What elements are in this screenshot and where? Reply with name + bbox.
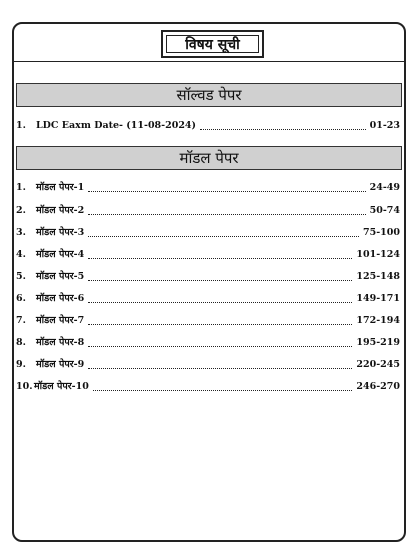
toc-entry-model-10[interactable]	[16, 379, 400, 393]
dot-leader	[88, 190, 365, 192]
entry-label: मॉडल पेपर-4	[36, 249, 85, 260]
dot-leader	[88, 323, 352, 325]
entry-number: 3.	[16, 227, 26, 238]
toc-entry-model-4[interactable]	[16, 247, 400, 261]
page-title: विषय सूची	[185, 36, 240, 53]
toc-entry-model-5[interactable]	[16, 269, 400, 283]
entry-label: मॉडल पेपर-5	[36, 271, 85, 282]
entry-number: 1.	[16, 120, 26, 131]
entry-pages: 220-245	[356, 359, 400, 370]
entry-pages: 01-23	[369, 120, 400, 131]
entry-label: मॉडल पेपर-10	[34, 381, 89, 392]
entry-number: 2.	[16, 205, 26, 216]
dot-leader	[88, 235, 359, 237]
dot-leader	[88, 279, 352, 281]
toc-entry-model-2[interactable]	[16, 203, 400, 217]
entry-number: 1.	[16, 182, 26, 193]
dot-leader	[93, 389, 353, 391]
section-heading-model: मॉडल पेपर	[16, 146, 402, 170]
entry-label: मॉडल पेपर-9	[36, 359, 85, 370]
toc-entry-model-1[interactable]	[16, 180, 400, 194]
header-divider	[12, 61, 406, 62]
dot-leader	[88, 367, 352, 369]
dot-leader	[88, 213, 365, 215]
dot-leader	[200, 128, 366, 130]
dot-leader	[88, 345, 352, 347]
toc-entry-model-3[interactable]	[16, 225, 400, 239]
entry-number: 9.	[16, 359, 26, 370]
entry-number: 5.	[16, 271, 26, 282]
entry-label: मॉडल पेपर-3	[36, 227, 85, 238]
toc-entry-model-6[interactable]	[16, 291, 400, 305]
dot-leader	[88, 301, 352, 303]
entry-pages: 50-74	[369, 205, 400, 216]
toc-entry-model-7[interactable]	[16, 313, 400, 327]
entry-number: 8.	[16, 337, 26, 348]
entry-pages: 125-148	[356, 271, 400, 282]
entry-pages: 246-270	[356, 381, 400, 392]
toc-entry-model-9[interactable]	[16, 357, 400, 371]
entry-label: मॉडल पेपर-8	[36, 337, 85, 348]
entry-number: 7.	[16, 315, 26, 326]
section-heading-solved: सॉल्वड पेपर	[16, 83, 402, 107]
title-box	[161, 30, 264, 58]
entry-pages: 195-219	[356, 337, 400, 348]
dot-leader	[88, 257, 352, 259]
entry-pages: 24-49	[369, 182, 400, 193]
entry-number: 10.	[16, 381, 33, 392]
entry-label: LDC Eaxm Date- (11-08-2024)	[36, 120, 197, 131]
toc-entry-model-8[interactable]	[16, 335, 400, 349]
entry-label: मॉडल पेपर-1	[36, 182, 85, 193]
entry-label: मॉडल पेपर-2	[36, 205, 85, 216]
entry-pages: 75-100	[363, 227, 400, 238]
entry-label: मॉडल पेपर-7	[36, 315, 85, 326]
entry-number: 6.	[16, 293, 26, 304]
entry-pages: 101-124	[356, 249, 400, 260]
entry-pages: 172-194	[356, 315, 400, 326]
toc-entry-solved-1[interactable]	[16, 118, 400, 132]
entry-label: मॉडल पेपर-6	[36, 293, 85, 304]
entry-pages: 149-171	[356, 293, 400, 304]
entry-number: 4.	[16, 249, 26, 260]
